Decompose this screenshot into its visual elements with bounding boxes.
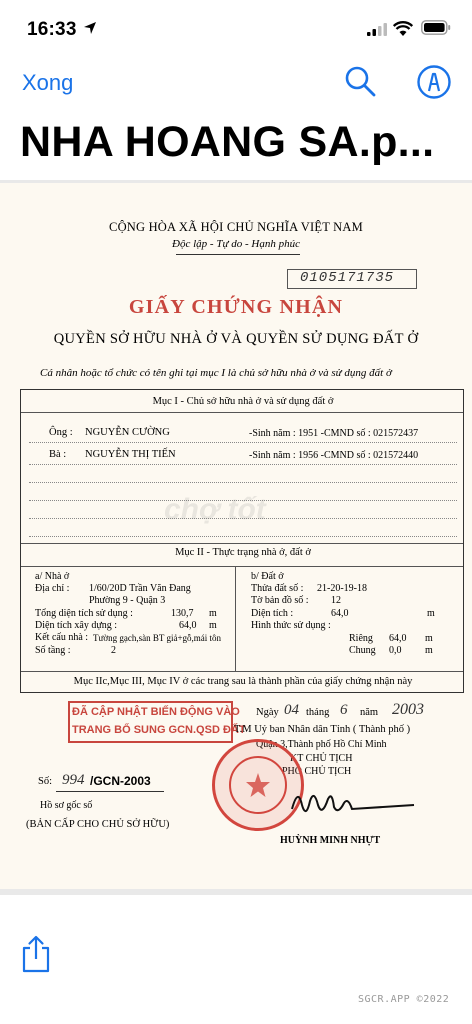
seal-star-icon bbox=[245, 772, 271, 798]
doc-intro: Cá nhân hoặc tổ chức có tên ghi tại mục I là chủ sở hữu nhà ở và sử dụng đất ở bbox=[40, 367, 392, 379]
date-year-label: năm bbox=[360, 707, 379, 718]
owner2-info: -Sinh năm : 1956 -CMND số : 021572440 bbox=[249, 450, 419, 461]
date-day-label: Ngày bbox=[256, 707, 279, 718]
signer-name: HUỲNH MINH NHỰT bbox=[280, 835, 381, 846]
owner1-info: -Sinh năm : 1951 -CMND số : 021572437 bbox=[249, 428, 419, 439]
authority-line4: PHÓ CHỦ TỊCH bbox=[282, 766, 352, 777]
done-button[interactable]: Xong bbox=[22, 70, 74, 95]
section1-heading: Mục I - Chủ sở hữu nhà ở và sử dụng đất ở bbox=[152, 396, 334, 407]
section2-heading: Mục II - Thực trạng nhà ở, đất ở bbox=[175, 547, 311, 558]
doc-motto: Độc lập - Tự do - Hạnh phúc bbox=[172, 238, 300, 250]
land-area-label: Diện tích : bbox=[251, 608, 294, 619]
date-month-label: tháng bbox=[306, 707, 330, 718]
search-icon[interactable] bbox=[343, 64, 377, 98]
wifi-icon bbox=[393, 21, 413, 37]
status-time: 16:33 bbox=[27, 19, 77, 40]
land-private-unit: m bbox=[425, 633, 433, 644]
owner1-name: NGUYỄN CƯỜNG bbox=[85, 427, 170, 438]
date-day: 04 bbox=[284, 702, 299, 718]
land-shared-label: Chung bbox=[349, 645, 376, 656]
number-value: 994 bbox=[62, 772, 85, 788]
house-build-area-value: 64,0 bbox=[179, 620, 197, 631]
owner2-name: NGUYỄN THỊ TIẾN bbox=[85, 449, 176, 460]
land-parcel-value: 21-20-19-18 bbox=[317, 583, 367, 594]
date-month: 6 bbox=[340, 702, 348, 718]
status-bar bbox=[0, 0, 472, 58]
land-map-label: Tờ bản đồ số : bbox=[251, 595, 309, 606]
land-area-unit: m bbox=[427, 608, 435, 619]
location-arrow-icon bbox=[83, 21, 97, 35]
house-build-area-label: Diện tích xây dựng : bbox=[35, 620, 118, 631]
house-floors-value: 2 bbox=[111, 645, 116, 656]
document-page bbox=[0, 183, 472, 889]
cellular-signal-icon bbox=[367, 23, 387, 36]
authority-line3: KT CHỦ TỊCH bbox=[290, 753, 353, 764]
house-structure-value: Tường gạch,sàn BT giả+gỗ,mái tôn bbox=[93, 633, 222, 643]
number-label: Số: bbox=[38, 776, 53, 787]
signature-mark bbox=[288, 783, 418, 823]
share-icon[interactable] bbox=[20, 934, 52, 974]
land-parcel-label: Thửa đất số : bbox=[251, 583, 304, 594]
house-address-line1: 1/60/20D Trần Văn Đang bbox=[89, 583, 191, 594]
footer-brand: SGCR.APP ©2022 bbox=[358, 994, 450, 1005]
owner2-prefix: Bà : bbox=[49, 449, 67, 460]
cert-title: GIẤY CHỨNG NHẬN bbox=[128, 296, 344, 318]
doc-nation: CỘNG HÒA XÃ HỘI CHỦ NGHĨA VIỆT NAM bbox=[109, 220, 363, 234]
authority-line2: Quận 3,Thành phố Hồ Chí Minh bbox=[256, 739, 387, 750]
land-shared-unit: m bbox=[425, 645, 433, 656]
house-floors-label: Số tầng : bbox=[35, 645, 71, 656]
owner1-prefix: Ông : bbox=[49, 427, 73, 438]
document-title: NHA HOANG SA.p... bbox=[20, 118, 435, 166]
house-total-area-label: Tổng diện tích sử dụng : bbox=[35, 608, 133, 619]
number-suffix: /GCN-2003 bbox=[90, 774, 151, 788]
date-year: 2003 bbox=[392, 701, 424, 718]
land-shared-value: 0,0 bbox=[389, 645, 402, 656]
land-private-label: Riêng bbox=[349, 633, 373, 644]
land-private-value: 64,0 bbox=[389, 633, 407, 644]
land-usage-label: Hình thức sử dụng : bbox=[251, 620, 331, 631]
land-map-value: 12 bbox=[331, 595, 341, 606]
house-total-area-unit: m bbox=[209, 608, 217, 619]
doc-serial: 0105171735 bbox=[300, 270, 395, 286]
markup-icon[interactable] bbox=[416, 64, 452, 100]
battery-icon bbox=[421, 20, 451, 35]
land-label: b/ Đất ở bbox=[251, 571, 284, 582]
update-stamp-line2: TRANG BỔ SUNG GCN.QSD ĐẤT bbox=[72, 724, 246, 736]
doc-note: Mục IIc,Mục III, Mục IV ở các trang sau là thành phần của giấy chứng nhận này bbox=[73, 676, 413, 687]
house-address-line2: Phường 9 - Quận 3 bbox=[89, 595, 166, 606]
copy-note: (BẢN CẤP CHO CHỦ SỞ HỮU) bbox=[26, 819, 170, 830]
land-area-value: 64,0 bbox=[331, 608, 349, 619]
house-build-area-unit: m bbox=[209, 620, 217, 631]
watermark: chợ tốt bbox=[164, 493, 266, 526]
cert-subtitle: QUYỀN SỞ HỮU NHÀ Ở VÀ QUYỀN SỬ DỤNG ĐẤT Ở bbox=[53, 331, 419, 347]
update-stamp-line1: ĐÃ CẬP NHẬT BIẾN ĐỘNG VÀO bbox=[72, 706, 240, 718]
house-label: a/ Nhà ở bbox=[35, 571, 70, 582]
authority-line1: T.M Uỷ ban Nhân dân Tỉnh ( Thành phố ) bbox=[234, 724, 411, 735]
house-address-label: Địa chỉ : bbox=[35, 583, 70, 594]
house-structure-label: Kết cấu nhà : bbox=[35, 632, 89, 643]
house-total-area-value: 130,7 bbox=[171, 608, 194, 619]
cert-table bbox=[20, 389, 464, 693]
origin-label: Hồ sơ gốc số bbox=[40, 800, 93, 811]
motto-underline bbox=[176, 254, 300, 255]
